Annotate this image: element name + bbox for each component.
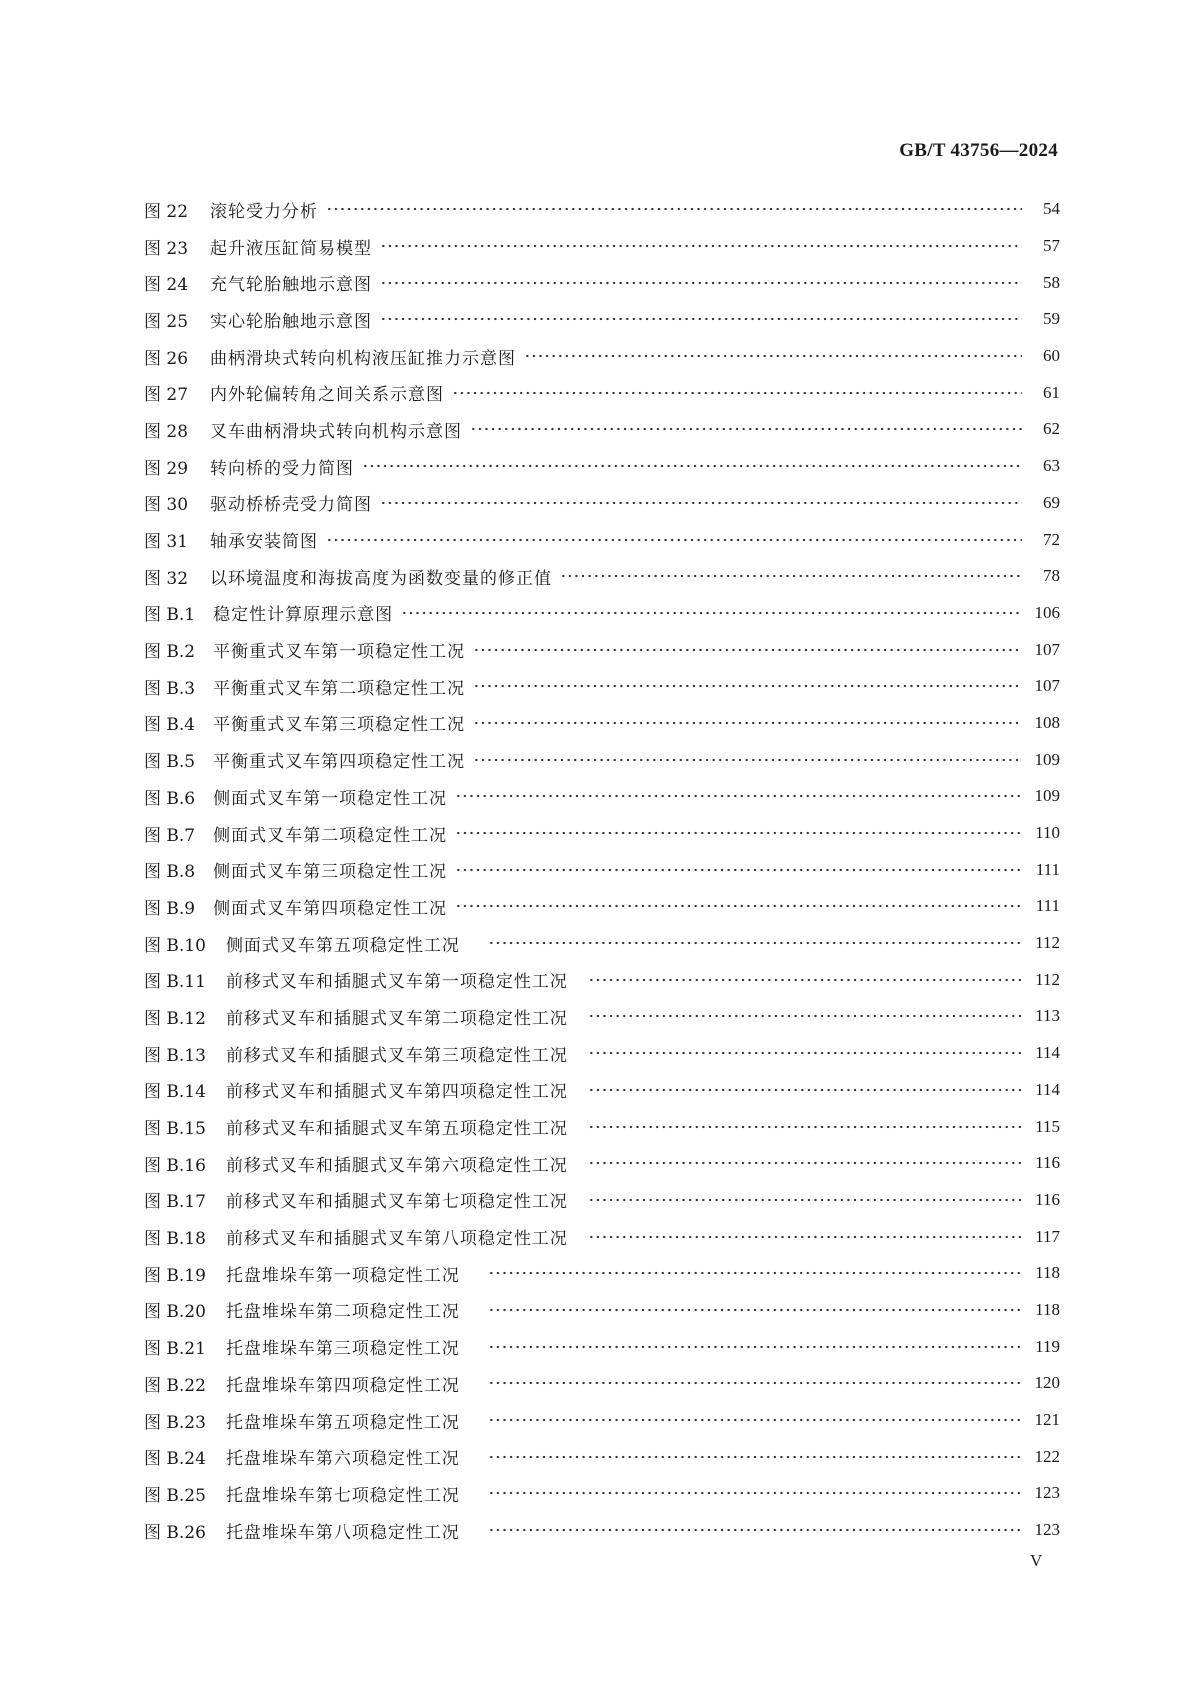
dot-leader	[473, 719, 1022, 727]
toc-entry[interactable]	[144, 338, 1060, 375]
dot-leader	[455, 902, 1022, 910]
toc-entry[interactable]	[144, 301, 1060, 338]
figure-number: 图 B.19	[144, 1265, 206, 1286]
toc-entry[interactable]	[144, 264, 1060, 301]
dot-leader	[380, 499, 1022, 507]
page-number: 106	[1034, 602, 1060, 622]
page-number: 118	[1035, 1299, 1060, 1319]
figure-title: 侧面式叉车第五项稳定性工况	[225, 935, 460, 956]
figure-number: 图 B.26	[144, 1522, 206, 1543]
dot-leader	[455, 866, 1022, 874]
figure-number: 图 B.18	[144, 1229, 206, 1250]
figure-title: 托盘堆垛车第七项稳定性工况	[225, 1485, 460, 1506]
page-number: 59	[1043, 309, 1060, 329]
page-number: 117	[1035, 1226, 1060, 1246]
figure-title: 托盘堆垛车第四项稳定性工况	[225, 1375, 460, 1396]
page-number: 108	[1034, 712, 1060, 732]
figure-title: 充气轮胎触地示意图	[210, 275, 373, 296]
figure-title: 前移式叉车和插腿式叉车第一项稳定性工况	[225, 972, 568, 993]
page-number: 114	[1035, 1043, 1060, 1063]
page-number: 78	[1043, 566, 1060, 586]
dot-leader	[452, 389, 1022, 397]
figure-title: 滚轮受力分析	[210, 201, 319, 222]
dot-leader	[588, 1196, 1022, 1204]
toc-entry[interactable]	[144, 191, 1060, 228]
toc-entry[interactable]	[144, 631, 1060, 668]
dot-leader	[588, 1086, 1022, 1094]
figure-number: 图 26	[144, 348, 189, 369]
figure-title: 托盘堆垛车第八项稳定性工况	[225, 1522, 460, 1543]
figure-number: 图 B.25	[144, 1485, 206, 1506]
figure-number: 图 27	[144, 385, 189, 406]
dot-leader	[473, 646, 1022, 654]
page-number: 120	[1034, 1373, 1060, 1393]
toc-entry[interactable]	[144, 705, 1060, 742]
figure-number: 图 B.22	[144, 1375, 206, 1396]
dot-leader	[488, 939, 1022, 947]
toc-entry[interactable]	[144, 851, 1060, 888]
page-number: 107	[1034, 676, 1060, 696]
dot-leader	[488, 1343, 1022, 1351]
dot-leader	[326, 205, 1022, 213]
figure-number: 图 29	[144, 458, 189, 479]
toc-entry[interactable]	[144, 521, 1060, 558]
figure-number: 图 B.6	[144, 788, 196, 809]
page-number: 121	[1034, 1410, 1060, 1430]
toc-entry[interactable]	[144, 1292, 1060, 1329]
figure-number: 图 B.3	[144, 678, 196, 699]
toc-entry[interactable]	[144, 925, 1060, 962]
figure-number: 图 B.20	[144, 1302, 206, 1323]
page-number: 57	[1043, 236, 1060, 256]
figure-number: 图 B.4	[144, 715, 196, 736]
page-number: 119	[1035, 1336, 1060, 1356]
dot-leader	[488, 1379, 1022, 1387]
figure-title: 前移式叉车和插腿式叉车第八项稳定性工况	[225, 1229, 568, 1250]
toc-entry[interactable]	[144, 741, 1060, 778]
dot-leader	[588, 1123, 1022, 1131]
dot-leader	[588, 1233, 1022, 1241]
dot-leader	[326, 536, 1022, 544]
page-number: 109	[1034, 749, 1060, 769]
toc-entry[interactable]	[144, 888, 1060, 925]
figure-number: 图 B.16	[144, 1155, 206, 1176]
toc-entry[interactable]	[144, 1475, 1060, 1512]
figure-number: 图 B.1	[144, 605, 196, 626]
page-number: 111	[1035, 859, 1060, 879]
dot-leader	[488, 1269, 1022, 1277]
toc-entry[interactable]	[144, 668, 1060, 705]
dot-leader	[401, 609, 1022, 617]
figure-number: 图 24	[144, 275, 189, 296]
dot-leader	[380, 315, 1022, 323]
figure-title: 托盘堆垛车第五项稳定性工况	[225, 1412, 460, 1433]
toc-entry[interactable]	[144, 961, 1060, 998]
figure-title: 前移式叉车和插腿式叉车第五项稳定性工况	[225, 1119, 568, 1140]
page-number: 112	[1035, 969, 1060, 989]
figure-number: 图 B.2	[144, 642, 196, 663]
toc-entry[interactable]	[144, 1365, 1060, 1402]
dot-leader	[488, 1306, 1022, 1314]
dot-leader	[488, 1489, 1022, 1497]
figure-number: 图 B.9	[144, 898, 196, 919]
figure-title: 托盘堆垛车第一项稳定性工况	[225, 1265, 460, 1286]
figure-title: 实心轮胎触地示意图	[210, 311, 373, 332]
dot-leader	[488, 1526, 1022, 1534]
figure-title: 侧面式叉车第四项稳定性工况	[213, 898, 448, 919]
figure-number: 图 30	[144, 495, 189, 516]
figure-title: 前移式叉车和插腿式叉车第四项稳定性工况	[225, 1082, 568, 1103]
toc-entry[interactable]	[144, 485, 1060, 522]
figure-title: 曲柄滑块式转向机构液压缸推力示意图	[210, 348, 517, 369]
dot-leader	[455, 829, 1022, 837]
toc-entry[interactable]	[144, 1035, 1060, 1072]
figure-title: 平衡重式叉车第三项稳定性工况	[213, 715, 466, 736]
figure-title: 前移式叉车和插腿式叉车第二项稳定性工况	[225, 1008, 568, 1029]
figure-number: 图 B.23	[144, 1412, 206, 1433]
dot-leader	[560, 572, 1022, 580]
toc-entry[interactable]	[144, 595, 1060, 632]
dot-leader	[488, 1453, 1022, 1461]
toc-entry[interactable]	[144, 558, 1060, 595]
dot-leader	[470, 425, 1022, 433]
figure-number: 图 B.5	[144, 752, 196, 773]
toc-entry[interactable]	[144, 1512, 1060, 1549]
toc-entry[interactable]	[144, 998, 1060, 1035]
dot-leader	[380, 279, 1022, 287]
figure-title: 托盘堆垛车第三项稳定性工况	[225, 1339, 460, 1360]
page-number: 112	[1035, 933, 1060, 953]
figure-title: 以环境温度和海拔高度为函数变量的修正值	[210, 568, 553, 589]
figure-number: 图 B.8	[144, 862, 196, 883]
page-number: 115	[1035, 1116, 1060, 1136]
page-number: 123	[1034, 1483, 1060, 1503]
document-code: GB/T 43756—2024	[899, 140, 1058, 161]
page-number: 107	[1034, 639, 1060, 659]
figure-title: 侧面式叉车第三项稳定性工况	[213, 862, 448, 883]
toc-entry[interactable]	[144, 1328, 1060, 1365]
page-number-footer: V	[1030, 1551, 1043, 1570]
dot-leader	[488, 1416, 1022, 1424]
toc-entry[interactable]	[144, 374, 1060, 411]
figure-title: 平衡重式叉车第二项稳定性工况	[213, 678, 466, 699]
toc-entry[interactable]	[144, 1402, 1060, 1439]
page-number: 63	[1043, 456, 1060, 476]
toc-entry[interactable]	[144, 228, 1060, 265]
page-number: 62	[1043, 419, 1060, 439]
figure-number: 图 B.17	[144, 1192, 206, 1213]
figure-title: 前移式叉车和插腿式叉车第三项稳定性工况	[225, 1045, 568, 1066]
figure-number: 图 B.12	[144, 1008, 206, 1029]
figure-title: 转向桥的受力简图	[210, 458, 355, 479]
page-number: 110	[1035, 823, 1060, 843]
page-number: 118	[1035, 1263, 1060, 1283]
figure-title: 起升液压缸简易模型	[210, 238, 373, 259]
page-number: 60	[1043, 346, 1060, 366]
page-number: 61	[1043, 382, 1060, 402]
page-number: 109	[1034, 786, 1060, 806]
toc-entry[interactable]	[144, 1145, 1060, 1182]
figure-title: 平衡重式叉车第一项稳定性工况	[213, 642, 466, 663]
figure-number: 图 31	[144, 532, 189, 553]
page-number: 113	[1035, 1006, 1060, 1026]
toc-entry[interactable]	[144, 448, 1060, 485]
page-number: 114	[1035, 1079, 1060, 1099]
figure-number: 图 B.7	[144, 825, 196, 846]
figure-number: 图 B.14	[144, 1082, 206, 1103]
figure-number: 图 B.11	[144, 972, 206, 993]
figure-title: 前移式叉车和插腿式叉车第七项稳定性工况	[225, 1192, 568, 1213]
page-number: 123	[1034, 1520, 1060, 1540]
figure-number: 图 B.15	[144, 1119, 206, 1140]
page-number: 122	[1034, 1446, 1060, 1466]
figure-number: 图 28	[144, 421, 189, 442]
page-number: 69	[1043, 492, 1060, 512]
page-number: 58	[1043, 272, 1060, 292]
toc-entry[interactable]	[144, 1108, 1060, 1145]
page-number: 72	[1043, 529, 1060, 549]
figure-number: 图 B.13	[144, 1045, 206, 1066]
dot-leader	[588, 1159, 1022, 1167]
page-number: 111	[1035, 896, 1060, 916]
figure-title: 平衡重式叉车第四项稳定性工况	[213, 752, 466, 773]
dot-leader	[588, 1012, 1022, 1020]
figure-title: 侧面式叉车第二项稳定性工况	[213, 825, 448, 846]
page-number: 116	[1035, 1153, 1060, 1173]
dot-leader	[380, 242, 1022, 250]
dot-leader	[524, 352, 1022, 360]
dot-leader	[473, 756, 1022, 764]
toc-entry[interactable]	[144, 778, 1060, 815]
figure-title: 侧面式叉车第一项稳定性工况	[213, 788, 448, 809]
figure-title: 托盘堆垛车第六项稳定性工况	[225, 1449, 460, 1470]
dot-leader	[362, 462, 1022, 470]
figure-number: 图 23	[144, 238, 189, 259]
toc-entry[interactable]	[144, 1255, 1060, 1292]
figure-number: 图 B.24	[144, 1449, 206, 1470]
figure-title: 内外轮偏转角之间关系示意图	[210, 385, 445, 406]
dot-leader	[588, 1049, 1022, 1057]
dot-leader	[473, 682, 1022, 690]
figure-title: 稳定性计算原理示意图	[213, 605, 394, 626]
dot-leader	[455, 792, 1022, 800]
page-number: 54	[1043, 199, 1060, 219]
toc-entry[interactable]	[144, 1438, 1060, 1475]
toc-entry[interactable]	[144, 815, 1060, 852]
figure-title: 托盘堆垛车第二项稳定性工况	[225, 1302, 460, 1323]
figure-number: 图 25	[144, 311, 189, 332]
toc-entry[interactable]	[144, 1072, 1060, 1109]
figure-title: 轴承安装简图	[210, 532, 319, 553]
figure-title: 叉车曲柄滑块式转向机构示意图	[210, 421, 463, 442]
figure-number: 图 B.21	[144, 1339, 206, 1360]
page-number: 116	[1035, 1189, 1060, 1209]
toc-entry[interactable]	[144, 1218, 1060, 1255]
figure-title: 前移式叉车和插腿式叉车第六项稳定性工况	[225, 1155, 568, 1176]
figure-number: 图 22	[144, 201, 189, 222]
figure-number: 图 32	[144, 568, 189, 589]
figure-number: 图 B.10	[144, 935, 206, 956]
figure-title: 驱动桥桥壳受力简图	[210, 495, 373, 516]
toc-entry[interactable]	[144, 1182, 1060, 1219]
dot-leader	[588, 976, 1022, 984]
toc-entry[interactable]	[144, 411, 1060, 448]
figure-list	[144, 191, 1060, 1548]
